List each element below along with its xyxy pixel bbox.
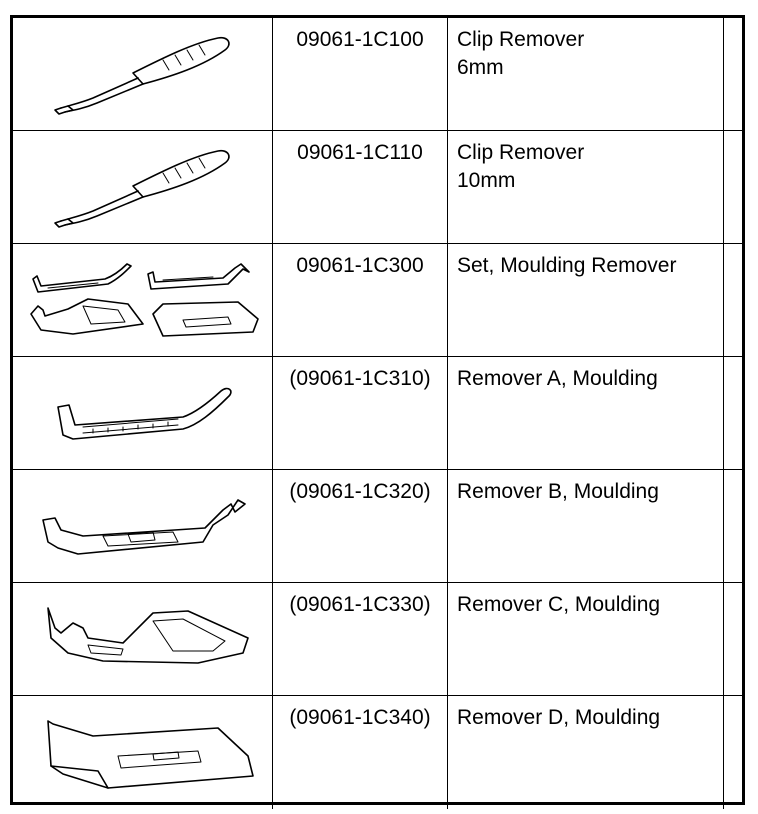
- table-row: [13, 583, 742, 696]
- table-row: [13, 470, 742, 583]
- moulding-remover-set-icon: [13, 244, 273, 356]
- illustration-cell: [13, 696, 273, 809]
- description-cell: [448, 18, 724, 130]
- tool-size: 10mm: [457, 169, 516, 192]
- description-cell: [448, 244, 724, 356]
- table-row: [13, 131, 742, 244]
- part-number-cell: [273, 696, 448, 809]
- special-tools-table: [10, 15, 745, 805]
- part-number-cell: [273, 244, 448, 356]
- tool-name: Clip Remover: [457, 28, 585, 51]
- blank-cell: [724, 244, 742, 356]
- illustration-cell: [13, 470, 273, 582]
- table-row: [13, 357, 742, 470]
- illustration-cell: [13, 583, 273, 695]
- table-row: [13, 244, 742, 357]
- tool-name: Remover C, Moulding: [457, 593, 661, 616]
- part-number: (09061-1C310): [289, 367, 431, 390]
- illustration-cell: [13, 244, 273, 356]
- part-number: (09061-1C330): [289, 593, 431, 616]
- moulding-remover-c-icon: [13, 583, 273, 695]
- part-number-cell: [273, 18, 448, 130]
- clip-remover-icon: [13, 18, 273, 130]
- moulding-remover-a-icon: [13, 357, 273, 469]
- blank-cell: [724, 470, 742, 582]
- tool-name: Remover D, Moulding: [457, 706, 661, 729]
- blank-cell: [724, 583, 742, 695]
- part-number: (09061-1C320): [289, 480, 431, 503]
- description-cell: [448, 583, 724, 695]
- blank-cell: [724, 357, 742, 469]
- part-number-cell: [273, 131, 448, 243]
- part-number: (09061-1C340): [289, 706, 431, 729]
- table-row: [13, 696, 742, 809]
- tool-name: Set, Moulding Remover: [457, 254, 677, 277]
- description-cell: [448, 696, 724, 809]
- description-cell: [448, 470, 724, 582]
- blank-cell: [724, 18, 742, 130]
- moulding-remover-b-icon: [13, 470, 273, 582]
- blank-cell: [724, 131, 742, 243]
- tool-name: Remover A, Moulding: [457, 367, 658, 390]
- tool-name: Remover B, Moulding: [457, 480, 659, 503]
- part-number-cell: [273, 357, 448, 469]
- illustration-cell: [13, 18, 273, 130]
- part-number-cell: [273, 470, 448, 582]
- moulding-remover-d-icon: [13, 696, 273, 808]
- part-number-cell: [273, 583, 448, 695]
- description-cell: [448, 357, 724, 469]
- part-number: 09061-1C110: [297, 141, 423, 164]
- blank-cell: [724, 696, 742, 809]
- description-cell: [448, 131, 724, 243]
- clip-remover-icon: [13, 131, 273, 243]
- illustration-cell: [13, 131, 273, 243]
- illustration-cell: [13, 357, 273, 469]
- table-row: [13, 18, 742, 131]
- tool-size: 6mm: [457, 56, 504, 79]
- part-number: 09061-1C100: [296, 28, 424, 51]
- tool-name: Clip Remover: [457, 141, 585, 164]
- part-number: 09061-1C300: [296, 254, 424, 277]
